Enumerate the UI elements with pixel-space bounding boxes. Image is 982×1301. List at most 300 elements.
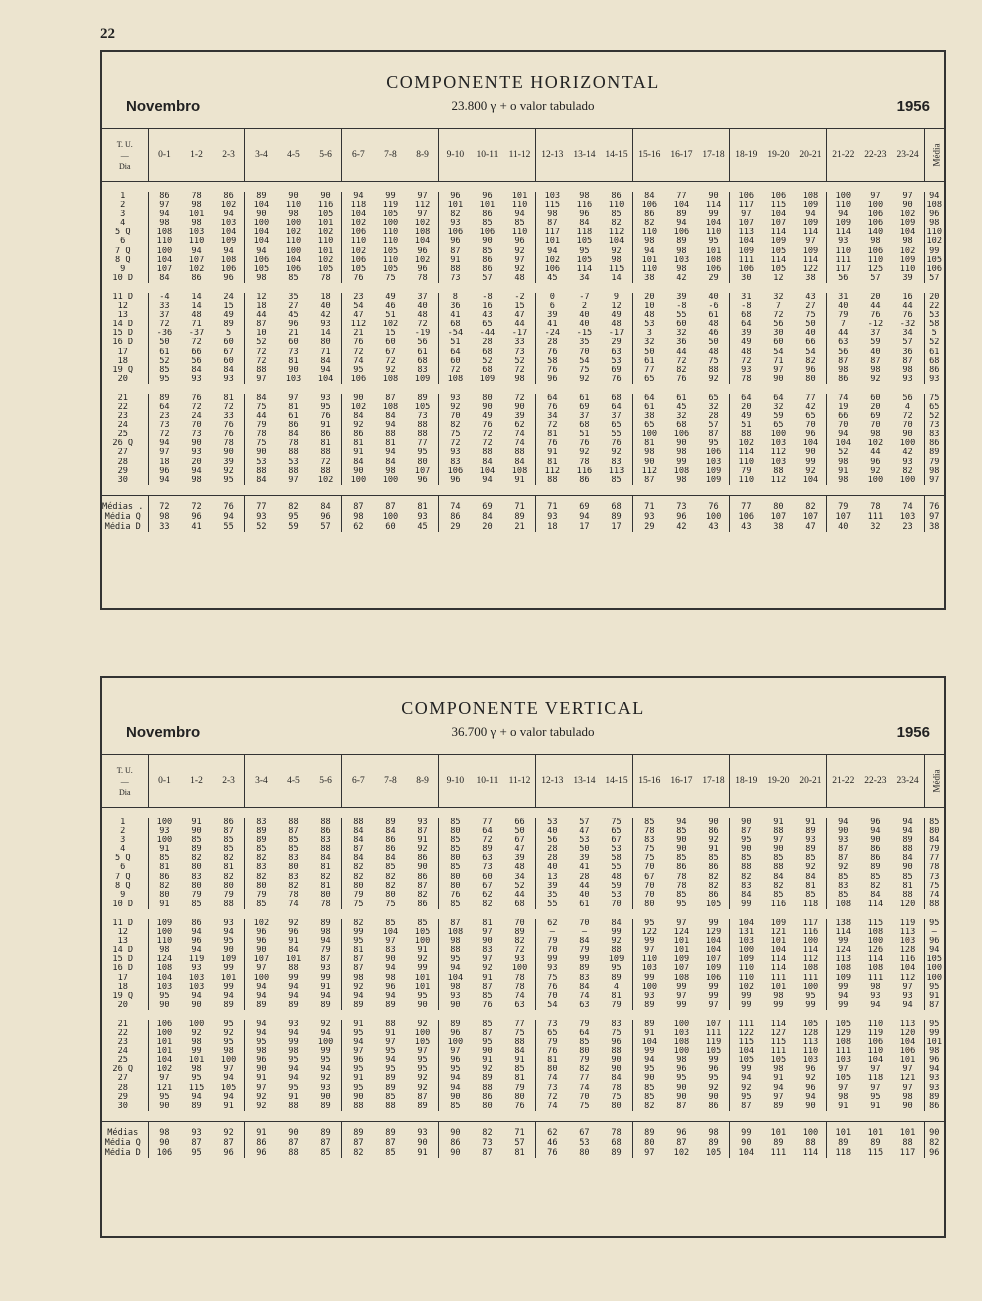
hour-value: 78 (676, 872, 687, 882)
summary-value: 101 (762, 1121, 794, 1138)
hour-value: 95 (385, 1065, 396, 1075)
hour-value: 92 (805, 1074, 816, 1084)
summary-label: Média D (104, 1147, 141, 1158)
hour-value: 87 (676, 1101, 687, 1111)
hour-column-header: 20-21 (795, 755, 827, 808)
day-header-line: T. U. (116, 765, 133, 775)
hour-value: 90 (223, 448, 234, 458)
hour-value: 84 (514, 1047, 525, 1057)
hour-value: 115 (536, 201, 568, 210)
hour-value: 91 (827, 1102, 859, 1111)
hour-value: 98 (536, 210, 568, 219)
hour-value: 65 (805, 412, 816, 422)
hour-value: 66 (805, 338, 816, 348)
hour-value: 109 (148, 919, 180, 928)
hour-value: 100 (439, 1038, 471, 1047)
hour-value: 85 (482, 991, 493, 1001)
hour-value: 28 (536, 854, 568, 863)
hour-value: 73 (536, 1020, 568, 1029)
hour-value: 91 (342, 1074, 374, 1083)
hour-value: 90 (611, 1056, 622, 1066)
hour-value: 105 (576, 237, 593, 247)
vertical-data-table (102, 755, 944, 1158)
hour-value: 84 (633, 192, 665, 201)
hour-value: 84 (342, 836, 374, 845)
hour-value: 98 (633, 448, 665, 457)
hour-value: 94 (191, 928, 202, 938)
day-label: 2 (120, 201, 126, 211)
hour-value: 104 (705, 937, 722, 947)
hour-value: 60 (223, 338, 234, 348)
hour-value: 79 (342, 891, 374, 900)
hour-value: 106 (285, 264, 302, 274)
summary-value: 89 (708, 1137, 719, 1148)
hour-value: 84 (320, 854, 331, 864)
hour-value: 78 (320, 899, 331, 909)
hour-value: 110 (148, 937, 180, 946)
hour-value: 86 (482, 210, 493, 220)
hour-value: 120 (899, 1028, 916, 1038)
day-label: 28 (117, 457, 128, 467)
hour-value: 37 (611, 412, 622, 422)
hour-value: 111 (730, 256, 762, 265)
hour-value: 86 (708, 863, 719, 873)
summary-value: 53 (579, 1137, 590, 1148)
hour-value: 82 (191, 854, 202, 864)
hour-value: 81 (385, 439, 396, 449)
hour-column-header: 18-19 (730, 755, 762, 808)
hour-value: 129 (827, 1029, 859, 1038)
day-label: 22 (117, 402, 128, 412)
table-row (102, 882, 944, 891)
hour-column-header: 19-20 (762, 755, 794, 808)
hour-value: 108 (439, 928, 471, 937)
hour-value: 124 (827, 946, 859, 955)
hour-value: 35 (288, 292, 299, 302)
hour-value: 91 (536, 448, 568, 457)
table-row (102, 293, 944, 302)
hour-value: 51 (579, 430, 590, 440)
hour-value: 107 (148, 265, 180, 274)
hour-value: 88 (482, 448, 493, 458)
hour-value: 95 (320, 402, 331, 412)
hour-value: 76 (870, 311, 881, 321)
daily-mean: 74 (924, 891, 944, 900)
hour-value: 93 (514, 955, 525, 965)
hour-value: 37 (148, 311, 180, 320)
hour-value: 18 (148, 458, 180, 467)
hour-value: 33 (148, 302, 180, 311)
hour-value: 74 (514, 991, 525, 1001)
hour-value: 80 (611, 1101, 622, 1111)
hour-value: 99 (633, 937, 665, 946)
hour-value: 91 (439, 256, 471, 265)
hour-value: 98 (191, 201, 202, 211)
hour-value: -44 (479, 329, 496, 339)
hour-value: 75 (579, 1101, 590, 1111)
hour-value: 74 (536, 1102, 568, 1111)
hour-value: 96 (245, 937, 277, 946)
hour-value: 114 (770, 1019, 787, 1029)
hour-value: 75 (342, 900, 374, 909)
hour-value: 101 (479, 201, 496, 211)
hour-value: 82 (902, 466, 913, 476)
hour-value: 85 (439, 1102, 471, 1111)
summary-value: 100 (705, 511, 722, 522)
hour-value: 84 (342, 412, 374, 421)
hour-value: 91 (773, 1074, 784, 1084)
hour-value: 98 (191, 1065, 202, 1075)
hour-value: 108 (220, 255, 237, 265)
day-label: 14 D (112, 946, 134, 956)
hour-value: 44 (579, 881, 590, 891)
spacer-row (102, 1010, 944, 1020)
hour-value: 76 (223, 430, 234, 440)
day-label: 16 D (112, 964, 134, 974)
hour-value: 91 (320, 982, 331, 992)
hour-value: 90 (223, 946, 234, 956)
hour-value: 87 (708, 430, 719, 440)
hour-value: 94 (148, 439, 180, 448)
table-body (102, 808, 944, 1122)
hour-value: 82 (773, 881, 784, 891)
hour-value: 35 (579, 338, 590, 348)
summary-value: 73 (482, 1137, 493, 1148)
hour-value: 84 (805, 872, 816, 882)
daily-mean: 79 (924, 458, 944, 467)
hour-value: 88 (385, 430, 396, 440)
hour-value: 55 (536, 900, 568, 909)
summary-value: 68 (611, 1137, 622, 1148)
hour-value: 36 (676, 338, 687, 348)
hour-value: 109 (827, 974, 859, 983)
hour-value: 89 (417, 393, 428, 403)
table-row (102, 955, 944, 964)
hour-value: 82 (611, 219, 622, 229)
hour-value: 98 (148, 946, 180, 955)
hour-value: 108 (827, 964, 859, 973)
hour-value: 114 (730, 448, 762, 457)
hour-value: 82 (579, 1065, 590, 1075)
table-row (102, 403, 944, 412)
hour-value: 85 (870, 872, 881, 882)
hour-value: 65 (536, 1029, 568, 1038)
hour-value: 72 (223, 402, 234, 412)
hour-value: 38 (633, 274, 665, 283)
hour-value: 95 (342, 1065, 374, 1074)
hour-value: 88 (385, 1101, 396, 1111)
hour-value: 102 (317, 475, 334, 485)
hour-value: 78 (191, 192, 202, 201)
hour-value: 88 (536, 476, 568, 485)
table-row (102, 348, 944, 357)
hour-value: 54 (773, 347, 784, 357)
day-label: 15 D (112, 329, 134, 339)
hour-value: 90 (385, 955, 396, 965)
hour-value: 9 (613, 292, 620, 302)
hour-value: 80 (148, 891, 180, 900)
table-row (102, 1093, 944, 1102)
hour-value: 67 (223, 347, 234, 357)
hour-value: 94 (223, 210, 234, 220)
hour-value: 105 (382, 246, 399, 256)
hour-value: 16 (482, 302, 493, 312)
hour-value: 61 (579, 393, 590, 403)
hour-value: 101 (148, 1047, 180, 1056)
hour-value: 80 (320, 338, 331, 348)
summary-value: 46 (536, 1138, 568, 1148)
hour-value: 107 (770, 219, 787, 229)
hour-value: 109 (802, 201, 819, 211)
hour-value: 86 (342, 430, 374, 439)
hour-value: 106 (770, 192, 787, 201)
hour-value: 96 (611, 1038, 622, 1048)
summary-value: 101 (827, 1121, 859, 1138)
hour-value: 105 (802, 1019, 819, 1029)
hour-value: 89 (385, 818, 396, 827)
summary-value: 68 (601, 495, 633, 512)
daily-mean: 89 (924, 448, 944, 457)
spacer-cell (102, 384, 944, 394)
hour-value: 96 (579, 210, 590, 220)
summary-value: 96 (223, 1147, 234, 1158)
hour-value: 89 (385, 1074, 396, 1084)
hour-value: 80 (385, 890, 396, 900)
hour-value: 32 (773, 292, 784, 302)
table-row (102, 1056, 944, 1065)
day-label: 26 Q (112, 1065, 134, 1075)
summary-value: 43 (708, 521, 719, 532)
hour-value: 108 (382, 402, 399, 412)
hour-value: 72 (191, 338, 202, 348)
hour-value: 69 (611, 365, 622, 375)
hour-value: 88 (773, 863, 784, 873)
hour-value: 98 (223, 1047, 234, 1057)
hour-value: 95 (417, 448, 428, 458)
hour-value: 90 (676, 439, 687, 449)
summary-value: 17 (611, 521, 622, 532)
hour-value: 88 (902, 890, 913, 900)
hour-value: 85 (611, 475, 622, 485)
hour-value: 91 (514, 1056, 525, 1066)
hour-value: 91 (482, 1056, 493, 1066)
hour-value: 91 (148, 900, 180, 909)
summary-mean: 82 (924, 1138, 944, 1148)
hour-value: 60 (385, 338, 396, 348)
hour-value: 112 (608, 228, 625, 238)
summary-value: 45 (417, 521, 428, 532)
hour-value: 88 (611, 1047, 622, 1057)
hour-value: 68 (439, 320, 471, 329)
hour-value: 98 (245, 1047, 277, 1056)
summary-value: 74 (892, 495, 924, 512)
hour-value: 86 (191, 918, 202, 928)
hour-value: 126 (867, 946, 884, 956)
hour-value: 78 (223, 439, 234, 449)
summary-value: 95 (288, 511, 299, 522)
hour-value: 93 (902, 991, 913, 1001)
daily-mean: 96 (924, 210, 944, 219)
table-row (102, 228, 944, 237)
hour-value: 95 (611, 964, 622, 974)
hour-value: 106 (705, 973, 722, 983)
hour-value: -36 (148, 329, 180, 338)
hour-value: 76 (342, 274, 374, 283)
hour-value: 47 (342, 311, 374, 320)
hour-value: 82 (708, 872, 719, 882)
hour-value: 104 (730, 237, 762, 246)
hour-value: 100 (285, 219, 302, 229)
summary-value: 88 (805, 1137, 816, 1148)
hour-value: 75 (514, 1028, 525, 1038)
day-label: 12 (117, 928, 128, 938)
hour-value: 110 (730, 458, 762, 467)
summary-value: 114 (802, 1147, 819, 1158)
hour-value: 101 (673, 937, 690, 947)
hour-column-header: 22-23 (859, 129, 891, 182)
hour-value: 91 (870, 1101, 881, 1111)
hour-value: 110 (148, 237, 180, 246)
daily-mean: 87 (924, 1001, 944, 1010)
hour-value: 94 (320, 365, 331, 375)
hour-value: 89 (870, 863, 881, 873)
day-label: 8 Q (114, 255, 131, 265)
hour-value: 65 (773, 421, 784, 431)
hour-value: 39 (676, 292, 687, 302)
day-label: 9 (120, 890, 126, 900)
hour-value: 52 (514, 881, 525, 891)
hour-value: 68 (579, 421, 590, 431)
hour-value: 92 (708, 1083, 719, 1093)
hour-value: 97 (827, 1084, 859, 1093)
hour-value: 93 (320, 964, 331, 974)
hour-value: 108 (148, 228, 180, 237)
summary-value: 107 (827, 512, 859, 522)
hour-value: 91 (417, 946, 428, 956)
hour-value: 96 (342, 1056, 374, 1065)
vertical-subtitle: 36.700 γ + o valor tabulado (451, 724, 595, 739)
hour-value: 94 (191, 1092, 202, 1102)
hour-value: 97 (245, 375, 277, 384)
hour-value: 98 (439, 937, 471, 946)
hour-value: 72 (148, 430, 180, 439)
summary-value: 76 (698, 495, 730, 512)
summary-value: 72 (148, 495, 180, 512)
daily-mean: 73 (924, 421, 944, 430)
hour-value: 28 (536, 338, 568, 347)
hour-value: -7 (579, 292, 590, 302)
hour-value: 85 (223, 836, 234, 846)
hour-value: 96 (805, 365, 816, 375)
hour-value: 96 (385, 982, 396, 992)
hour-value: 82 (223, 854, 234, 864)
hour-value: 110 (827, 247, 859, 256)
hour-value: 76 (514, 1101, 525, 1111)
hour-value: 88 (342, 818, 374, 827)
table-row (102, 1065, 944, 1074)
day-label: 6 (120, 237, 126, 247)
hour-value: 106 (730, 265, 762, 274)
hour-value: 96 (439, 1056, 471, 1065)
hour-value: 30 (730, 274, 762, 283)
summary-value: 80 (579, 1147, 590, 1158)
hour-value: 76 (482, 421, 493, 431)
hour-value: 80 (223, 881, 234, 891)
hour-value: 73 (536, 1084, 568, 1093)
hour-value: 116 (576, 201, 593, 211)
hour-value: 122 (633, 928, 665, 937)
hour-value: 70 (633, 891, 665, 900)
hour-value: 103 (188, 982, 205, 992)
hour-value: 39 (536, 882, 568, 891)
table-row (102, 891, 944, 900)
hour-value: 94 (223, 1092, 234, 1102)
hour-value: 42 (320, 311, 331, 321)
table-row (102, 1029, 944, 1038)
hour-value: 79 (320, 946, 331, 956)
hour-value: 108 (867, 928, 884, 938)
hour-value: 53 (245, 458, 277, 467)
hour-value: 38 (633, 412, 665, 421)
hour-value: 106 (342, 375, 374, 384)
daily-mean: 86 (924, 1102, 944, 1111)
hour-value: 108 (827, 1038, 859, 1047)
hour-value: 110 (899, 264, 916, 274)
hour-value: 81 (633, 439, 665, 448)
hour-value: 104 (899, 1038, 916, 1048)
hour-value: 85 (385, 863, 396, 873)
hour-value: 94 (288, 982, 299, 992)
hour-value: 97 (633, 946, 665, 955)
day-label: 18 (117, 356, 128, 366)
hour-value: 87 (223, 827, 234, 837)
hour-value: 110 (382, 255, 399, 265)
hour-value: 64 (579, 1028, 590, 1038)
hour-value: 70 (805, 421, 816, 431)
table-row (102, 1102, 944, 1111)
hour-value: 66 (191, 347, 202, 357)
hour-value: 107 (245, 955, 277, 964)
hour-value: 93 (439, 219, 471, 228)
hour-value: 75 (633, 854, 665, 863)
hour-value: 109 (220, 955, 237, 965)
hour-value: 103 (673, 1028, 690, 1038)
hour-value: 85 (579, 1038, 590, 1048)
hour-value: 87 (870, 356, 881, 366)
hour-value: 103 (188, 973, 205, 983)
hour-column-header: 1-2 (180, 755, 212, 808)
hour-value: 95 (288, 1056, 299, 1066)
daily-mean: 110 (924, 228, 944, 237)
day-label: 1 (120, 192, 126, 201)
day-header-line: — (120, 776, 129, 786)
hour-value: 105 (827, 1020, 859, 1029)
hour-value: 88 (245, 366, 277, 375)
hour-value: 86 (482, 1092, 493, 1102)
hour-value: 73 (439, 274, 471, 283)
hour-value: 40 (536, 863, 568, 872)
hour-value: 57 (708, 421, 719, 431)
daily-mean: 94 (924, 946, 944, 955)
hour-value: 81 (320, 439, 331, 449)
summary-label: Média Q (104, 1137, 141, 1148)
summary-value: 77 (730, 495, 762, 512)
summary-value: 107 (802, 511, 819, 522)
summary-value: 87 (374, 495, 406, 512)
hour-value: 94 (342, 192, 374, 201)
hour-value: 106 (479, 228, 496, 238)
hour-value: 64 (536, 394, 568, 403)
